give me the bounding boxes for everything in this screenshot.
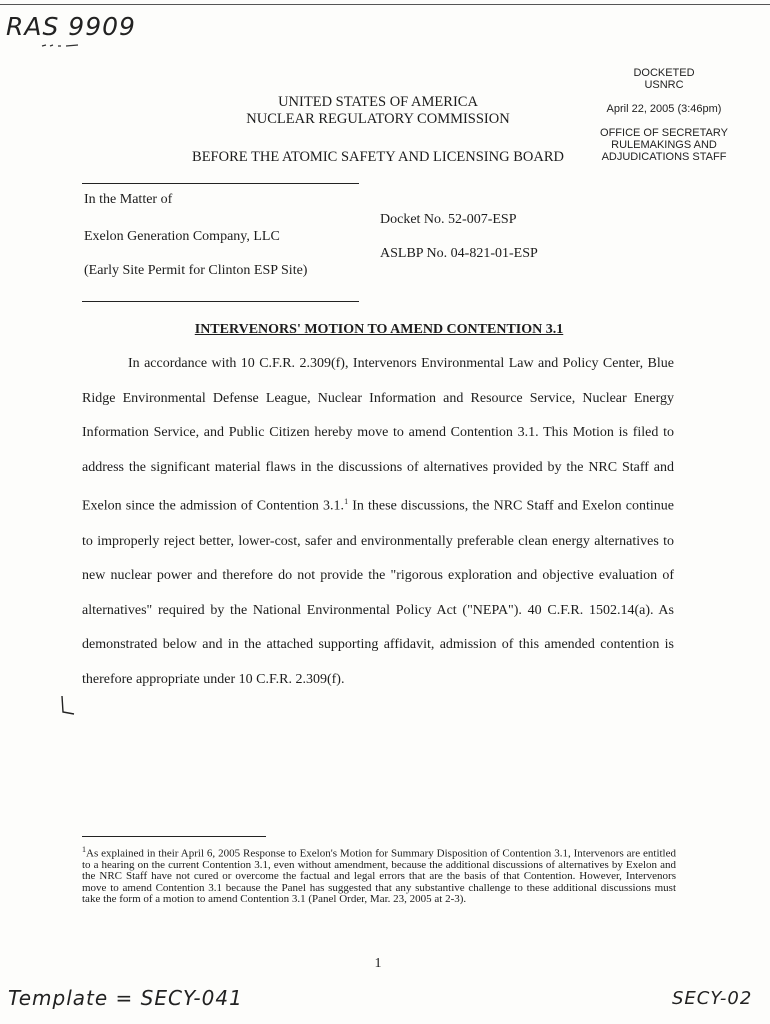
caption-country: UNITED STATES OF AMERICA [278, 94, 478, 110]
caption-agency: NUCLEAR REGULATORY COMMISSION [246, 111, 510, 127]
body-paragraph [82, 347, 674, 698]
body-text-part2: In these discussions, the NRC Staff and Exelon continue to improperly reject better, lower-cost, safer and environmentally preferable clean energy alternatives to new nuclear power and therefore do not provide the "rigorous exploration and objective evaluation of alternatives" required by the National Environmental Policy Act ("NEPA"). 40 C.F.R. 1502.14(a). As demonstrated below and in the attached supporting affidavit, admission of this amended contention is therefore appropriate under 10 C.F.R. 2.309(f). [82, 499, 675, 687]
stamp-office-line: OFFICE OF SECRETARY [600, 127, 728, 139]
scan-top-edge-line [0, 4, 770, 5]
caption-rule-top [82, 183, 359, 184]
caption-header [200, 94, 556, 128]
footnote-reference: 1 [344, 497, 349, 507]
body-text-part1: In accordance with 10 C.F.R. 2.309(f), Intervenors Environmental Law and Policy Center, Blue Ridge Environmental Defense League, Nuclear Information and Resource Service, Nuclear Energy Information Service, and Public Citizen hereby move to amend Contention 3.1. This Motion is filed to address the significant material flaws in the discussions of alternatives provided by the NRC Staff and Exelon since the admission of Contention 3.1. [82, 356, 674, 515]
matter-party: Exelon Generation Company, LLC [84, 229, 280, 244]
stamp-date: April 22, 2005 (3:46pm) [606, 103, 722, 115]
docketed-stamp [594, 67, 734, 163]
caption-board: BEFORE THE ATOMIC SAFETY AND LICENSING BOARD [192, 149, 564, 165]
motion-title: INTERVENORS' MOTION TO AMEND CONTENTION 3.1 [194, 322, 564, 337]
page-number: 1 [374, 956, 382, 971]
caption-rule-bottom [82, 301, 359, 302]
handwritten-scribble [40, 42, 80, 48]
footnote-number: 1 [82, 845, 86, 854]
matter-intro: In the Matter of [84, 192, 173, 207]
handwritten-secy-note: SECY-02 [672, 988, 753, 1009]
stamp-office-line: ADJUDICATIONS STAFF [601, 151, 727, 163]
stamp-office-line: RULEMAKINGS AND [611, 139, 717, 151]
handwritten-ras-number: RAS 9909 [6, 12, 136, 41]
stamp-agency: USNRC [644, 79, 684, 91]
handwritten-margin-bracket [58, 694, 78, 718]
handwritten-template-note: Template = SECY-041 [8, 986, 243, 1010]
aslbp-number: ASLBP No. 04-821-01-ESP [380, 246, 538, 261]
stamp-docketed: DOCKETED [633, 67, 695, 79]
footnote [82, 844, 676, 906]
footnote-separator [82, 836, 266, 837]
footnote-text: As explained in their April 6, 2005 Response to Exelon's Motion for Summary Disposition of Contention 3.1, Intervenors are entitled to a hearing on the current Contention 3.1, even without amendment, because the additional discussions of alternatives by Exelon and the NRC Staff have not cured or overcome the factual and legal errors that are the basis of that Contention. However, Intervenors move to amend Contention 3.1 because the Panel has suggested that any substantive challenge to these additional discussions must take the form of a motion to amend Contention 3.1 (Panel Order, Mar. 23, 2005 at 2-3). [82, 847, 676, 906]
docket-number: Docket No. 52-007-ESP [380, 212, 517, 227]
matter-permit: (Early Site Permit for Clinton ESP Site) [84, 263, 308, 278]
